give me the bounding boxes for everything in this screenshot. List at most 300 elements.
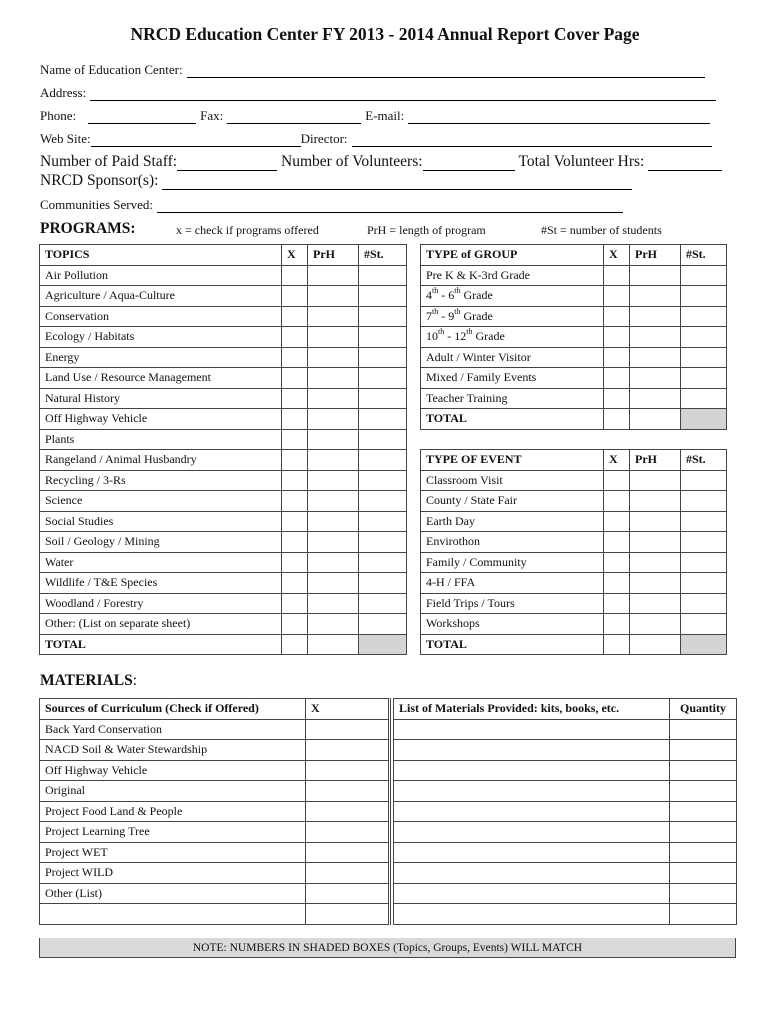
group-st-cell[interactable] [681, 306, 727, 327]
topic-row [40, 409, 407, 430]
group-label [421, 368, 604, 389]
topic-row [40, 470, 407, 491]
topic-label: Air Pollution [40, 265, 282, 286]
topics-header: TOPICS [40, 245, 282, 266]
group-label-part: th [438, 327, 445, 337]
group-row [421, 347, 727, 368]
topic-label: Energy [40, 347, 282, 368]
topic-prh-cell[interactable] [308, 286, 359, 307]
materials-header-row [40, 699, 737, 720]
topic-row [40, 614, 407, 635]
contact-row [40, 108, 714, 124]
source-label[interactable] [40, 904, 306, 925]
event-header: TYPE OF EVENT [421, 450, 604, 471]
group-label-part: - 6 [438, 288, 455, 303]
x-header: X [282, 245, 308, 266]
material-quantity-cell[interactable] [670, 904, 737, 925]
group-label [421, 306, 604, 327]
source-label: Original [40, 781, 306, 802]
address-row [40, 85, 720, 101]
topic-st-cell[interactable] [359, 450, 407, 471]
event-st-cell[interactable] [681, 470, 727, 491]
topic-label: Off Highway Vehicle [40, 409, 282, 430]
fax-field[interactable] [227, 112, 361, 124]
paid-staff-field[interactable] [177, 159, 277, 171]
material-item-cell[interactable] [394, 740, 670, 761]
topic-st-cell[interactable] [359, 368, 407, 389]
topic-label: Natural History [40, 388, 282, 409]
source-x-cell[interactable] [306, 719, 390, 740]
topic-prh-cell[interactable] [308, 614, 359, 635]
event-label: 4-H / FFA [421, 573, 604, 594]
sponsors-label: NRCD Sponsor(s): [40, 172, 159, 189]
topic-x-cell[interactable] [282, 614, 308, 635]
source-label: NACD Soil & Water Stewardship [40, 740, 306, 761]
group-label-part: th [432, 286, 439, 296]
topic-st-cell[interactable] [359, 265, 407, 286]
event-row [421, 614, 727, 635]
materials-table [39, 698, 737, 925]
topic-prh-cell[interactable] [308, 573, 359, 594]
materials-row [40, 801, 737, 822]
event-total-x[interactable] [604, 634, 630, 655]
material-quantity-cell[interactable] [670, 760, 737, 781]
group-x-cell[interactable] [604, 286, 630, 307]
event-row [421, 593, 727, 614]
topic-prh-cell[interactable] [308, 593, 359, 614]
source-x-cell[interactable] [306, 760, 390, 781]
website-label: Web Site: [40, 131, 91, 146]
topic-x-cell[interactable] [282, 409, 308, 430]
event-prh-cell[interactable] [630, 470, 681, 491]
event-st-cell[interactable] [681, 532, 727, 553]
topic-x-cell[interactable] [282, 286, 308, 307]
group-label-part: th [454, 286, 461, 296]
topic-row [40, 306, 407, 327]
event-x-cell[interactable] [604, 573, 630, 594]
materials-row [40, 781, 737, 802]
group-prh-cell[interactable] [630, 368, 681, 389]
phone-label: Phone: [40, 108, 77, 123]
group-label [421, 388, 604, 409]
topic-label: Woodland / Forestry [40, 593, 282, 614]
name-label: Name of Education Center: [40, 62, 183, 77]
event-x-cell[interactable] [604, 470, 630, 491]
topic-label: Soil / Geology / Mining [40, 532, 282, 553]
legend-st: #St = number of students [541, 223, 662, 237]
topic-prh-cell[interactable] [308, 368, 359, 389]
event-x-cell[interactable] [604, 614, 630, 635]
topic-x-cell[interactable] [282, 388, 308, 409]
group-st-cell[interactable] [681, 347, 727, 368]
material-item-cell[interactable] [394, 883, 670, 904]
prh-header: PrH [630, 245, 681, 266]
source-label: Other (List) [40, 883, 306, 904]
material-quantity-cell[interactable] [670, 863, 737, 884]
event-row [421, 552, 727, 573]
material-quantity-cell[interactable] [670, 801, 737, 822]
fax-label: Fax: [200, 108, 224, 123]
event-total-prh[interactable] [630, 634, 681, 655]
topic-row [40, 532, 407, 553]
source-label: Project Food Land & People [40, 801, 306, 822]
source-x-cell[interactable] [306, 801, 390, 822]
material-item-cell[interactable] [394, 842, 670, 863]
materials-row [40, 719, 737, 740]
x-header: X [604, 450, 630, 471]
group-x-cell[interactable] [604, 368, 630, 389]
topic-row [40, 347, 407, 368]
source-x-cell[interactable] [306, 842, 390, 863]
web-row [40, 131, 716, 147]
quantity-header: Quantity [670, 699, 737, 720]
website-field[interactable] [91, 135, 301, 147]
event-x-cell[interactable] [604, 532, 630, 553]
event-label: Workshops [421, 614, 604, 635]
materials-row [40, 904, 737, 925]
event-row [421, 491, 727, 512]
sponsor-row [40, 172, 636, 190]
event-st-cell[interactable] [681, 552, 727, 573]
group-table [420, 244, 727, 430]
name-field[interactable] [187, 66, 705, 78]
group-label-part: Pre K & K-3rd Grade [426, 267, 530, 282]
director-label: Director: [300, 131, 348, 146]
material-item-cell[interactable] [394, 719, 670, 740]
topic-x-cell[interactable] [282, 450, 308, 471]
topic-row [40, 450, 407, 471]
topic-x-cell[interactable] [282, 552, 308, 573]
group-label-part: th [454, 306, 461, 316]
topic-prh-cell[interactable] [308, 388, 359, 409]
group-prh-cell[interactable] [630, 286, 681, 307]
sources-x-header: X [306, 699, 390, 720]
email-label: E-mail: [365, 108, 405, 123]
event-st-cell[interactable] [681, 614, 727, 635]
source-label: Project WET [40, 842, 306, 863]
material-quantity-cell[interactable] [670, 842, 737, 863]
communities-label: Communities Served: [40, 197, 154, 212]
paid-staff-label: Number of Paid Staff: [40, 153, 178, 170]
group-st-cell[interactable] [681, 327, 727, 348]
topic-prh-cell[interactable] [308, 511, 359, 532]
event-table [420, 449, 727, 655]
topic-label: Rangeland / Animal Husbandry [40, 450, 282, 471]
topic-label: Science [40, 491, 282, 512]
topic-x-cell[interactable] [282, 511, 308, 532]
topic-row [40, 429, 407, 450]
event-x-cell[interactable] [604, 491, 630, 512]
sponsors-field[interactable] [162, 178, 632, 190]
event-total-label: TOTAL [421, 634, 604, 655]
group-total-st[interactable] [681, 409, 727, 430]
group-label-part: Mixed / Family Events [426, 370, 537, 385]
topic-prh-cell[interactable] [308, 491, 359, 512]
event-prh-cell[interactable] [630, 552, 681, 573]
material-quantity-cell[interactable] [670, 822, 737, 843]
topic-prh-cell[interactable] [308, 532, 359, 553]
topic-x-cell[interactable] [282, 593, 308, 614]
topic-row [40, 368, 407, 389]
material-item-cell[interactable] [394, 822, 670, 843]
topic-prh-cell[interactable] [308, 409, 359, 430]
topic-row [40, 511, 407, 532]
topic-st-cell[interactable] [359, 327, 407, 348]
group-label-part: Adult / Winter Visitor [426, 349, 531, 364]
group-st-cell[interactable] [681, 368, 727, 389]
materials-row [40, 863, 737, 884]
group-label [421, 265, 604, 286]
topics-total-st[interactable] [359, 634, 407, 655]
topic-prh-cell[interactable] [308, 552, 359, 573]
director-field[interactable] [352, 135, 712, 147]
topic-x-cell[interactable] [282, 368, 308, 389]
group-label-part: - 9 [438, 308, 455, 323]
material-quantity-cell[interactable] [670, 719, 737, 740]
topic-row [40, 593, 407, 614]
email-field[interactable] [408, 112, 710, 124]
topic-x-cell[interactable] [282, 265, 308, 286]
event-prh-cell[interactable] [630, 593, 681, 614]
group-x-cell[interactable] [604, 306, 630, 327]
materials-row [40, 842, 737, 863]
source-label: Back Yard Conservation [40, 719, 306, 740]
group-prh-cell[interactable] [630, 306, 681, 327]
topic-st-cell[interactable] [359, 552, 407, 573]
topics-header-row [40, 245, 407, 266]
topic-st-cell[interactable] [359, 409, 407, 430]
address-label: Address: [40, 85, 87, 100]
topic-prh-cell[interactable] [308, 327, 359, 348]
materials-heading-colon: : [132, 672, 138, 689]
event-label: County / State Fair [421, 491, 604, 512]
group-label-part: th [466, 327, 473, 337]
topics-total-row [40, 634, 407, 655]
group-row [421, 327, 727, 348]
event-total-row [421, 634, 727, 655]
group-label-part: 7 [426, 308, 432, 323]
source-x-cell[interactable] [306, 740, 390, 761]
event-row [421, 532, 727, 553]
group-label [421, 327, 604, 348]
legend-x: x = check if programs offered [176, 223, 319, 237]
event-prh-cell[interactable] [630, 491, 681, 512]
materials-heading [40, 672, 137, 690]
topic-row [40, 552, 407, 573]
materials-heading-text: MATERIALS [40, 672, 133, 689]
source-x-cell[interactable] [306, 904, 390, 925]
topic-prh-cell[interactable] [308, 347, 359, 368]
group-total-label: TOTAL [421, 409, 604, 430]
topic-label: Other: (List on separate sheet) [40, 614, 282, 635]
prh-header: PrH [308, 245, 359, 266]
group-label-part: 4 [426, 288, 432, 303]
topic-st-cell[interactable] [359, 306, 407, 327]
group-x-cell[interactable] [604, 327, 630, 348]
x-header: X [604, 245, 630, 266]
topic-row [40, 573, 407, 594]
topic-x-cell[interactable] [282, 470, 308, 491]
event-st-cell[interactable] [681, 511, 727, 532]
topic-st-cell[interactable] [359, 532, 407, 553]
source-x-cell[interactable] [306, 863, 390, 884]
topic-row [40, 265, 407, 286]
group-row [421, 388, 727, 409]
address-field[interactable] [90, 89, 716, 101]
group-st-cell[interactable] [681, 388, 727, 409]
topic-label: Plants [40, 429, 282, 450]
st-header: #St. [359, 245, 407, 266]
source-x-cell[interactable] [306, 883, 390, 904]
source-label: Off Highway Vehicle [40, 760, 306, 781]
sources-header: Sources of Curriculum (Check if Offered) [40, 699, 306, 720]
event-st-cell[interactable] [681, 491, 727, 512]
group-x-cell[interactable] [604, 388, 630, 409]
topic-label: Land Use / Resource Management [40, 368, 282, 389]
group-prh-cell[interactable] [630, 388, 681, 409]
st-header: #St. [681, 450, 727, 471]
topic-x-cell[interactable] [282, 429, 308, 450]
material-item-cell[interactable] [394, 801, 670, 822]
communities-field[interactable] [157, 201, 623, 213]
volunteers-field[interactable] [423, 159, 515, 171]
event-label: Family / Community [421, 552, 604, 573]
topic-st-cell[interactable] [359, 614, 407, 635]
topic-prh-cell[interactable] [308, 470, 359, 491]
st-header: #St. [681, 245, 727, 266]
topic-st-cell[interactable] [359, 388, 407, 409]
materials-row [40, 883, 737, 904]
topic-st-cell[interactable] [359, 286, 407, 307]
topic-label: Social Studies [40, 511, 282, 532]
material-quantity-cell[interactable] [670, 781, 737, 802]
topic-st-cell[interactable] [359, 491, 407, 512]
event-prh-cell[interactable] [630, 614, 681, 635]
event-label: Envirothon [421, 532, 604, 553]
event-header-row [421, 450, 727, 471]
materials-row [40, 760, 737, 781]
topic-st-cell[interactable] [359, 573, 407, 594]
event-label: Earth Day [421, 511, 604, 532]
prh-header: PrH [630, 450, 681, 471]
group-label [421, 347, 604, 368]
material-quantity-cell[interactable] [670, 883, 737, 904]
group-prh-cell[interactable] [630, 265, 681, 286]
topics-total-label: TOTAL [40, 634, 282, 655]
source-label: Project Learning Tree [40, 822, 306, 843]
group-label [421, 286, 604, 307]
group-label-part: th [432, 306, 439, 316]
topic-prh-cell[interactable] [308, 306, 359, 327]
topic-x-cell[interactable] [282, 306, 308, 327]
material-item-cell[interactable] [394, 863, 670, 884]
topic-st-cell[interactable] [359, 470, 407, 491]
source-x-cell[interactable] [306, 781, 390, 802]
programs-heading: PROGRAMS: [40, 220, 136, 237]
topic-row [40, 388, 407, 409]
topic-label: Conservation [40, 306, 282, 327]
material-item-cell[interactable] [394, 781, 670, 802]
group-header: TYPE of GROUP [421, 245, 604, 266]
communities-row [40, 197, 627, 213]
shaded-boxes-note: NOTE: NUMBERS IN SHADED BOXES (Topics, Groups, Events) WILL MATCH [39, 938, 736, 958]
material-item-cell[interactable] [394, 904, 670, 925]
group-prh-cell[interactable] [630, 327, 681, 348]
event-st-cell[interactable] [681, 573, 727, 594]
group-prh-cell[interactable] [630, 347, 681, 368]
group-total-prh[interactable] [630, 409, 681, 430]
topic-st-cell[interactable] [359, 429, 407, 450]
topics-total-x[interactable] [282, 634, 308, 655]
volunteer-hrs-field[interactable] [648, 159, 722, 171]
topic-prh-cell[interactable] [308, 429, 359, 450]
source-label: Project WILD [40, 863, 306, 884]
topic-label: Water [40, 552, 282, 573]
topic-row [40, 286, 407, 307]
group-x-cell[interactable] [604, 347, 630, 368]
topic-prh-cell[interactable] [308, 450, 359, 471]
topic-x-cell[interactable] [282, 327, 308, 348]
topic-x-cell[interactable] [282, 491, 308, 512]
group-x-cell[interactable] [604, 265, 630, 286]
event-total-st[interactable] [681, 634, 727, 655]
group-total-row [421, 409, 727, 430]
material-item-cell[interactable] [394, 760, 670, 781]
event-x-cell[interactable] [604, 593, 630, 614]
group-label-part: Grade [460, 308, 493, 323]
name-row [40, 62, 709, 78]
topic-label: Wildlife / T&E Species [40, 573, 282, 594]
topics-table [39, 244, 407, 655]
topic-prh-cell[interactable] [308, 265, 359, 286]
topic-x-cell[interactable] [282, 573, 308, 594]
topic-st-cell[interactable] [359, 511, 407, 532]
materials-row [40, 740, 737, 761]
event-x-cell[interactable] [604, 552, 630, 573]
group-row [421, 265, 727, 286]
group-st-cell[interactable] [681, 265, 727, 286]
topic-label: Ecology / Habitats [40, 327, 282, 348]
event-st-cell[interactable] [681, 593, 727, 614]
event-x-cell[interactable] [604, 511, 630, 532]
event-label: Classroom Visit [421, 470, 604, 491]
group-label-part: 10 [426, 329, 438, 344]
group-label-part: Teacher Training [426, 390, 508, 405]
topic-label: Recycling / 3-Rs [40, 470, 282, 491]
group-label-part: Grade [472, 329, 505, 344]
topic-x-cell[interactable] [282, 347, 308, 368]
group-st-cell[interactable] [681, 286, 727, 307]
event-prh-cell[interactable] [630, 511, 681, 532]
staff-row [40, 153, 726, 171]
group-row [421, 286, 727, 307]
event-row [421, 573, 727, 594]
group-row [421, 368, 727, 389]
topics-total-prh[interactable] [308, 634, 359, 655]
group-label-part: Grade [460, 288, 493, 303]
topic-st-cell[interactable] [359, 347, 407, 368]
topic-x-cell[interactable] [282, 532, 308, 553]
event-prh-cell[interactable] [630, 532, 681, 553]
source-x-cell[interactable] [306, 822, 390, 843]
topic-st-cell[interactable] [359, 593, 407, 614]
page-title: NRCD Education Center FY 2013 - 2014 Annual Report Cover Page [130, 24, 640, 44]
group-row [421, 306, 727, 327]
phone-field[interactable] [88, 112, 196, 124]
event-prh-cell[interactable] [630, 573, 681, 594]
group-total-x[interactable] [604, 409, 630, 430]
material-quantity-cell[interactable] [670, 740, 737, 761]
